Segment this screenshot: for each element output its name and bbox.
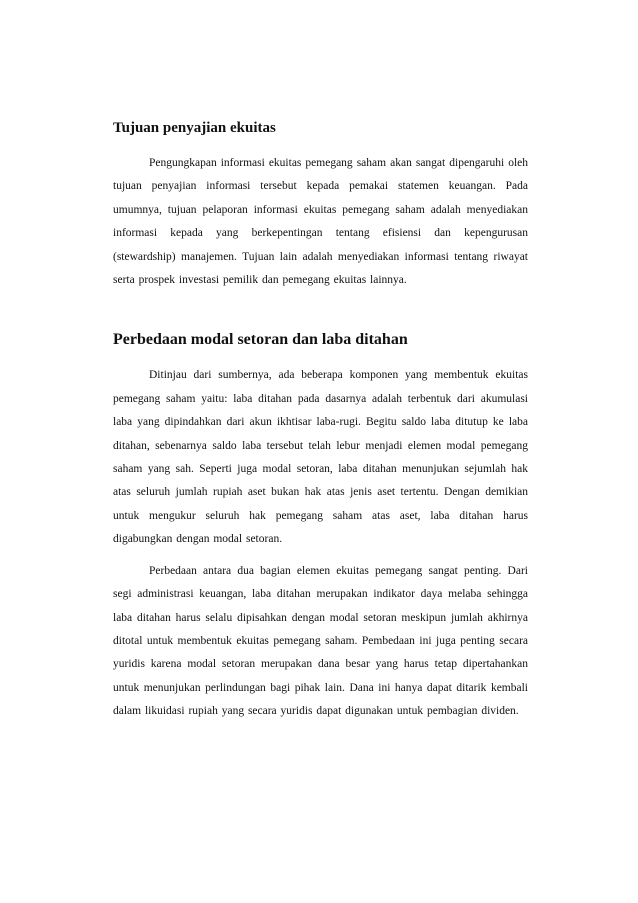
- section-heading-paid-in-capital-vs-retained-earnings: Perbedaan modal setoran dan laba ditahan: [113, 331, 408, 349]
- body-paragraph: Pengungkapan informasi ekuitas pemegang saham akan sangat dipengaruhi oleh tujuan penyajian informasi tersebut kepada pemakai statemen keuangan. Pada umumnya, tujuan pelaporan informasi ekuitas pemegang saham adalah menyediakan informasi kepada yang berkepentingan tentang efisiensi dan kepengurusan (stewardship) manajemen. Tujuan lain adalah menyediakan informasi tentang riwayat serta prospek investasi pemilik dan pemegang ekuitas lainnya.: [113, 157, 528, 287]
- section-heading-equity-presentation-purpose: Tujuan penyajian ekuitas: [113, 120, 276, 136]
- body-paragraph: Ditinjau dari sumbernya, ada beberapa komponen yang membentuk ekuitas pemegang saham yaitu: laba ditahan pada dasarnya adalah terbentuk dari akumulasi laba yang dipindahkan dari akun ikhtisar laba-rugi. Begitu saldo laba ditutup ke laba ditahan, sebenarnya saldo laba tersebut telah lebur menjadi elemen modal pemegang saham yang sah. Seperti juga modal setoran, laba ditahan menunjukan sejumlah hak atas seluruh jumlah rupiah aset bukan hak atas jenis aset tertentu. Dengan demikian untuk mengukur seluruh hak pemegang saham atas aset, laba ditahan harus digabungkan dengan modal setoran.: [113, 369, 528, 546]
- page-content: [113, 116, 528, 724]
- body-paragraph: Perbedaan antara dua bagian elemen ekuitas pemegang sangat penting. Dari segi administrasi keuangan, laba ditahan merupakan indikator daya melaba sehingga laba ditahan harus selalu dipisahkan dengan modal setoran meskipun jumlah akhirnya ditotal untuk membentuk ekuitas pemegang saham. Pembedaan ini juga penting secara yuridis karena modal setoran merupakan dana besar yang harus tetap dipertahankan untuk menunjukan perlindungan bagi pihak lain. Dana ini hanya dapat ditarik kembali dalam likuidasi rupiah yang secara yuridis dapat digunakan untuk pembagian dividen.: [113, 564, 528, 718]
